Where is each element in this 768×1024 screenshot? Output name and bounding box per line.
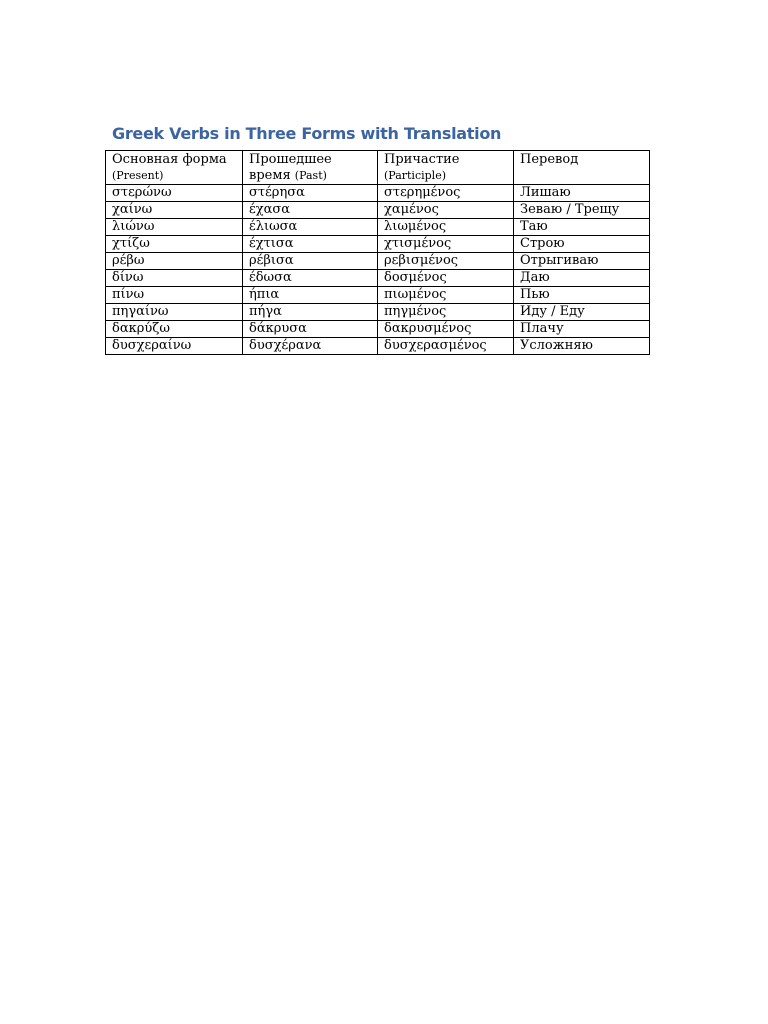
- header-present: [106, 151, 243, 185]
- table-body: [106, 185, 650, 355]
- header-participle-sub: (Participle): [384, 169, 446, 182]
- cell-translation: Даю: [514, 270, 650, 287]
- cell-present: πηγαίνω: [106, 304, 243, 321]
- cell-past: δάκρυσα: [243, 321, 378, 338]
- cell-participle: δυσχερασμένος: [378, 338, 514, 355]
- table-header: [106, 151, 650, 185]
- header-translation-label: Перевод: [520, 152, 579, 167]
- header-past-sub: (Past): [294, 169, 327, 182]
- cell-participle: δακρυσμένος: [378, 321, 514, 338]
- table-row: [106, 338, 650, 355]
- cell-translation: Таю: [514, 219, 650, 236]
- cell-past: στέρησα: [243, 185, 378, 202]
- header-translation: [514, 151, 650, 185]
- cell-participle: στερημένος: [378, 185, 514, 202]
- header-past-label-line2: время: [249, 168, 291, 183]
- cell-past: ήπια: [243, 287, 378, 304]
- cell-participle: λιωμένος: [378, 219, 514, 236]
- table-row: [106, 304, 650, 321]
- table-row: [106, 253, 650, 270]
- cell-present: δίνω: [106, 270, 243, 287]
- cell-past: έλιωσα: [243, 219, 378, 236]
- header-row: [106, 151, 650, 185]
- cell-participle: πηγμένος: [378, 304, 514, 321]
- cell-past: έδωσα: [243, 270, 378, 287]
- cell-participle: χτισμένος: [378, 236, 514, 253]
- cell-present: δυσχεραίνω: [106, 338, 243, 355]
- cell-participle: ρεβισμένος: [378, 253, 514, 270]
- table-row: [106, 236, 650, 253]
- header-past: [243, 151, 378, 185]
- cell-translation: Лишаю: [514, 185, 650, 202]
- cell-past: ρέβισα: [243, 253, 378, 270]
- header-past-label-line1: Прошедшее: [249, 152, 332, 167]
- verbs-table: [105, 150, 650, 355]
- header-present-label: Основная форма: [112, 152, 227, 167]
- table-row: [106, 202, 650, 219]
- cell-participle: πιωμένος: [378, 287, 514, 304]
- cell-past: έχτισα: [243, 236, 378, 253]
- cell-translation: Плачу: [514, 321, 650, 338]
- cell-present: χτίζω: [106, 236, 243, 253]
- cell-translation: Отрыгиваю: [514, 253, 650, 270]
- cell-present: πίνω: [106, 287, 243, 304]
- cell-present: χαίνω: [106, 202, 243, 219]
- cell-past: δυσχέρανα: [243, 338, 378, 355]
- cell-translation: Зеваю / Трещу: [514, 202, 650, 219]
- table-row: [106, 219, 650, 236]
- table-row: [106, 321, 650, 338]
- cell-present: δακρύζω: [106, 321, 243, 338]
- header-participle: [378, 151, 514, 185]
- cell-translation: Строю: [514, 236, 650, 253]
- cell-present: στερώνω: [106, 185, 243, 202]
- cell-translation: Усложняю: [514, 338, 650, 355]
- document-title: Greek Verbs in Three Forms with Translation: [112, 124, 502, 143]
- cell-translation: Пью: [514, 287, 650, 304]
- table-row: [106, 270, 650, 287]
- cell-present: ρέβω: [106, 253, 243, 270]
- cell-translation: Иду / Еду: [514, 304, 650, 321]
- table-row: [106, 185, 650, 202]
- cell-past: έχασα: [243, 202, 378, 219]
- cell-past: πήγα: [243, 304, 378, 321]
- cell-participle: δοσμένος: [378, 270, 514, 287]
- cell-participle: χαμένος: [378, 202, 514, 219]
- header-participle-label: Причастие: [384, 152, 460, 167]
- table-row: [106, 287, 650, 304]
- header-present-sub: (Present): [112, 169, 164, 182]
- cell-present: λιώνω: [106, 219, 243, 236]
